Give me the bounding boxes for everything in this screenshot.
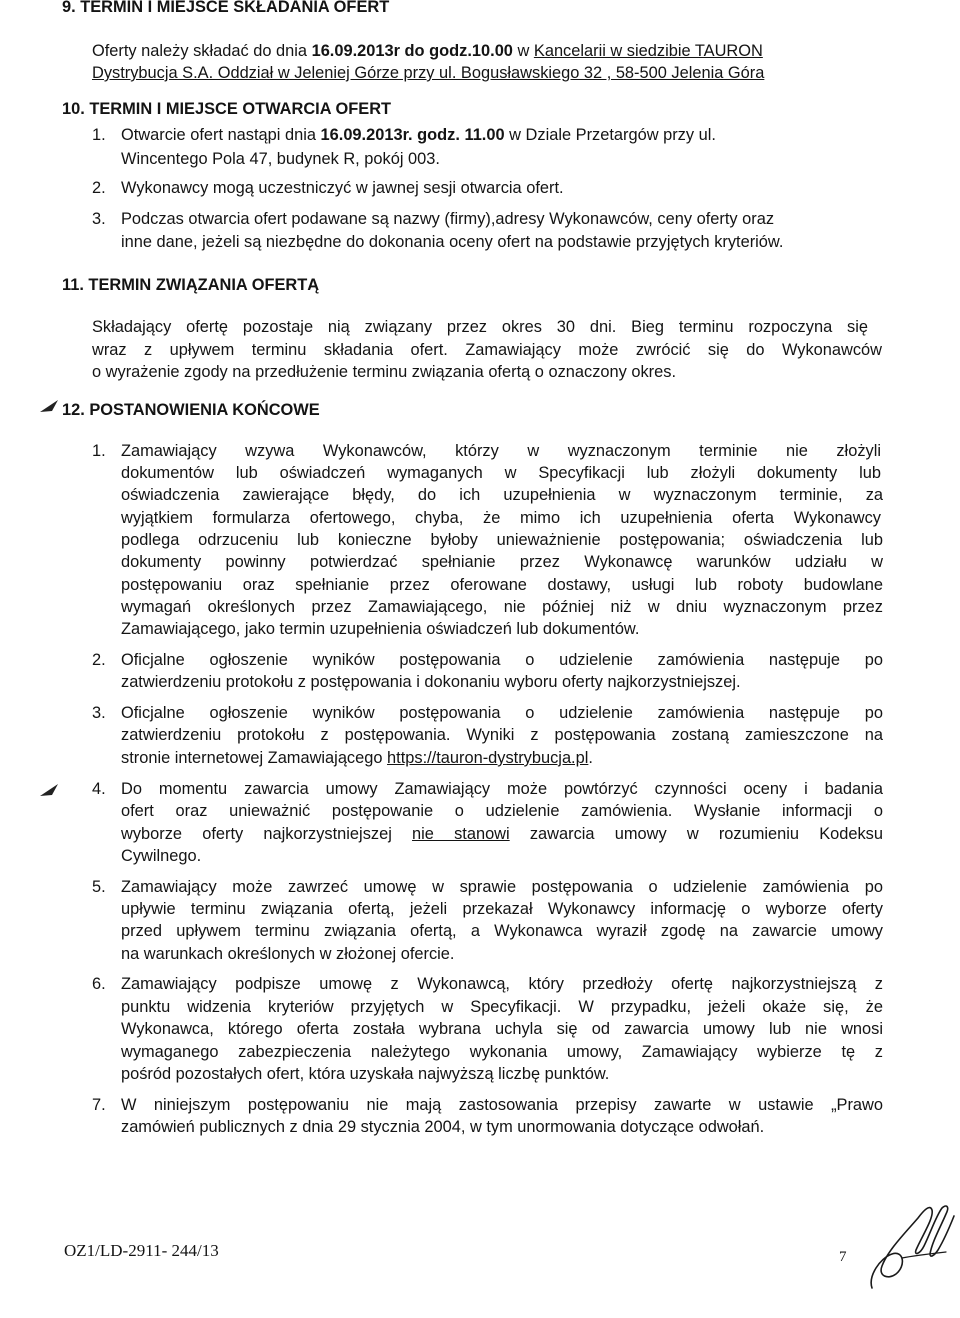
section-10-item-1 <box>121 124 716 146</box>
item-6-line-1: Zamawiający podpisze umowę z Wykonawcą, który przedłoży ofertę najkorzystniejszą z <box>121 975 883 993</box>
list-number: 5. <box>92 878 106 896</box>
item-5-line-2: upływie terminu związania ofertą, jeżeli przekazał Wykonawcy informację o wyborze oferty <box>121 900 883 918</box>
item-1-line-1: Zamawiający wzywa Wykonawców, którzy w wyznaczonym terminie nie złożyli <box>121 442 881 460</box>
section-10-item-3-line-2: inne dane, jeżeli są niezbędne do dokonania oceny ofert na podstawie przyjętych kryteriów. <box>121 233 784 251</box>
section-11-line-3: o wyrażenie zgody na przedłużenie terminu związania ofertą o oznaczony okres. <box>92 363 677 381</box>
item-6-line-3: Wykonawca, którego oferta została wybrana uchyla się od zawarcia umowy lub nie wnosi <box>121 1020 883 1038</box>
location: Kancelarii w siedzibie TAURON <box>533 42 763 60</box>
item-3-line-3 <box>121 747 593 769</box>
item-2-line-1: Oficjalne ogłoszenie wyników postępowania o udzielenie zamówienia następuje po <box>121 651 883 669</box>
list-number: 2. <box>92 179 106 197</box>
list-number: 7. <box>92 1096 106 1114</box>
item-5-line-3: przed upływem terminu związania ofertą, a Wykonawca wyraził zgodę na zawarcie umowy <box>121 922 883 940</box>
section-10-item-1-line-2: Wincentego Pola 47, budynek R, pokój 003. <box>121 150 440 168</box>
item-3-line-2: zatwierdzeniu protokołu z postępowania. Wyniki z postępowania zostaną zamieszczone na <box>121 726 883 744</box>
item-7-line-2: zamówień publicznych z dnia 29 stycznia 2004, w tym unormowania dotyczące odwołań. <box>121 1118 765 1136</box>
item-6-line-5: pośród pozostałych ofert, która uzyskała najwyższą liczbę punktów. <box>121 1065 610 1083</box>
item-1-line-6: dokumenty powinny potwierdzać spełnianie przez Wykonawcę warunków udziału w <box>121 553 883 571</box>
item-4-line-3 <box>121 823 883 845</box>
opening-date: 16.09.2013r. godz. 11.00 <box>320 126 505 144</box>
item-5-line-4: na warunkach określonych w złożonej ofercie. <box>121 945 455 963</box>
section-11-line-2: wraz z upływem terminu składania ofert. Zamawiający może zwrócić się do Wykonawców <box>92 341 882 359</box>
item-6-line-4: wymaganego zabezpieczenia należytego wykonania umowy, Zamawiający wybierze tę z <box>121 1043 883 1061</box>
section-10-item-2: Wykonawcy mogą uczestniczyć w jawnej sesji otwarcia ofert. <box>121 179 564 197</box>
section-10-item-3-line-1: Podczas otwarcia ofert podawane są nazwy (firmy),adresy Wykonawców, ceny oferty oraz <box>121 210 775 228</box>
website-link[interactable]: https://tauron-dystrybucja.pl <box>387 749 589 767</box>
item-1-line-9: Zamawiającego, jako termin uzupełnienia oświadczeń lub dokumentów. <box>121 620 640 638</box>
item-1-line-3: oświadczenia zawierające błędy, do ich uzupełnienia w wyznaczonym terminie, za <box>121 486 883 504</box>
item-4-line-1: Do momentu zawarcia umowy Zamawiający może powtórzyć czynności oceny i badania <box>121 780 883 798</box>
section-11-heading: 11. TERMIN ZWIĄZANIA OFERTĄ <box>62 276 320 294</box>
section-9-line-2: Dystrybucja S.A. Oddział w Jeleniej Górze przy ul. Bogusławskiego 32 , 58-500 Jelenia Góra <box>92 64 765 82</box>
margin-arrow-mark <box>38 782 60 798</box>
item-4-line-4: Cywilnego. <box>121 847 202 865</box>
list-number: 1. <box>92 442 106 460</box>
list-number: 1. <box>92 126 106 144</box>
item-4-line-2: ofert oraz unieważnić postępowanie o udzielenie zamówienia. Wysłanie informacji o <box>121 802 883 820</box>
text: w Dziale Przetargów przy ul. <box>504 126 716 144</box>
item-7-line-1: W niniejszym postępowaniu nie mają zastosowania przepisy zawarte w ustawie „Prawo <box>121 1096 883 1114</box>
list-number: 3. <box>92 210 106 228</box>
item-1-line-2: dokumentów lub oświadczeń wymaganych w Specyfikacji lub złożyli dokumenty lub <box>121 464 881 482</box>
section-11-line-1: Składający ofertę pozostaje nią związany przez okres 30 dni. Bieg terminu rozpoczyna się <box>92 318 868 336</box>
section-9-heading: 9. TERMIN I MIEJSCE SKŁADANIA OFERT <box>62 0 390 16</box>
emphasis: nie stanowi <box>412 825 510 843</box>
list-number: 4. <box>92 780 106 798</box>
item-1-line-5: podlega odrzuceniu lub konieczne byłoby unieważnienie postępowania; oświadczenia lub <box>121 531 883 549</box>
text: zawarcia umowy w rozumieniu Kodeksu <box>509 825 883 843</box>
text: w <box>512 42 534 60</box>
list-number: 6. <box>92 975 106 993</box>
list-number: 3. <box>92 704 106 722</box>
item-1-line-8: wymagań określonych przez Zamawiającego, nie później niż w dniu wyznaczonym przez <box>121 598 883 616</box>
section-12-heading: 12. POSTANOWIENIA KOŃCOWE <box>62 401 320 419</box>
text: Otwarcie ofert nastąpi dnia <box>121 126 321 144</box>
item-3-line-1: Oficjalne ogłoszenie wyników postępowania o udzielenie zamówienia następuje po <box>121 704 883 722</box>
signature <box>866 1196 958 1296</box>
item-2-line-2: zatwierdzeniu protokołu z postępowania i dokonaniu wyboru oferty najkorzystniejszej. <box>121 673 741 691</box>
margin-arrow-mark <box>38 398 60 414</box>
text: wyborze oferty najkorzystniejszej <box>121 825 413 843</box>
text: stronie internetowej Zamawiającego <box>121 749 388 767</box>
section-9-line-1 <box>92 40 763 62</box>
item-6-line-2: punktu widzenia kryteriów przyjętych w Specyfikacji. W przypadku, jeżeli okaże się, że <box>121 998 883 1016</box>
item-1-line-4: wyjątkiem formularza ofertowego, chyba, że mimo ich uzupełnienia oferta Wykonawcy <box>121 509 881 527</box>
item-5-line-1: Zamawiający może zawrzeć umowę w sprawie postępowania o udzielenie zamówienia po <box>121 878 883 896</box>
section-10-heading: 10. TERMIN I MIEJSCE OTWARCIA OFERT <box>62 100 392 118</box>
page-number: 7 <box>839 1249 847 1265</box>
item-1-line-7: postępowaniu oraz spełnianie przez oferowane dostawy, usługi lub roboty budowlane <box>121 576 883 594</box>
text: . <box>588 749 593 767</box>
text: Oferty należy składać do dnia <box>92 42 312 60</box>
document-code: OZ1/LD-2911- 244/13 <box>64 1241 219 1260</box>
deadline-date: 16.09.2013r do godz.10.00 <box>311 42 513 60</box>
list-number: 2. <box>92 651 106 669</box>
